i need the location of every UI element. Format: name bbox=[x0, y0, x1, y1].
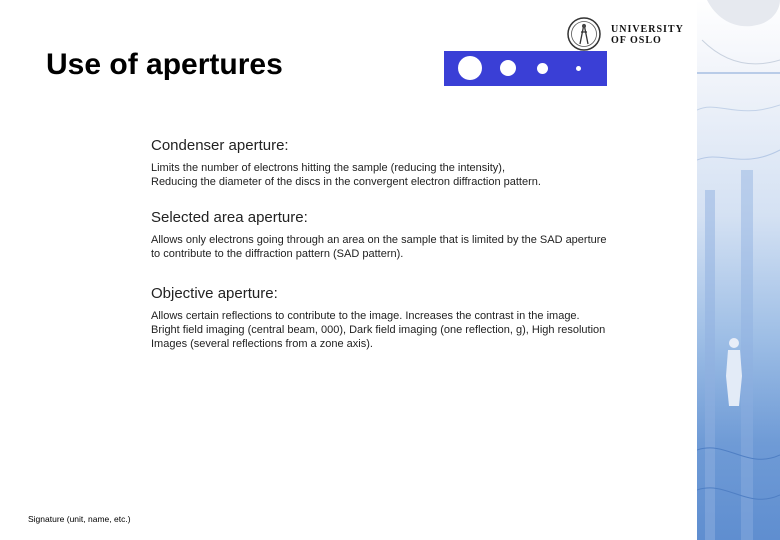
footer-signature: Signature (unit, name, etc.) bbox=[28, 514, 131, 524]
university-seal-icon bbox=[566, 16, 602, 52]
section-heading: Selected area aperture: bbox=[151, 209, 308, 226]
objective-aperture-section bbox=[151, 285, 605, 351]
section-line: Reducing the diameter of the discs in the convergent electron diffraction pattern. bbox=[151, 176, 541, 188]
section-body bbox=[151, 161, 541, 189]
section-line: to contribute to the diffraction pattern (SAD pattern). bbox=[151, 248, 404, 260]
section-body bbox=[151, 233, 607, 261]
section-line: Bright field imaging (central beam, 000), Dark field imaging (one reflection, g), High resolution bbox=[151, 324, 606, 336]
section-line: Images (several reflections from a zone axis). bbox=[151, 338, 373, 350]
aperture-hole-small bbox=[537, 63, 548, 74]
decorative-side-panel bbox=[697, 0, 780, 540]
logo-line-2: OF OSLO bbox=[611, 35, 662, 46]
section-heading: Objective aperture: bbox=[151, 285, 278, 302]
aperture-hole-tiny bbox=[576, 66, 581, 71]
page-title: Use of apertures bbox=[46, 48, 283, 81]
aperture-hole-medium bbox=[500, 60, 516, 76]
statue-figure-icon bbox=[723, 336, 745, 408]
section-line: Allows certain reflections to contribute to the image. Increases the contrast in the image. bbox=[151, 310, 580, 322]
decorative-statue-artwork bbox=[697, 0, 780, 540]
section-heading: Condenser aperture: bbox=[151, 137, 289, 154]
selected-area-aperture-section bbox=[151, 209, 607, 261]
aperture-hole-large bbox=[458, 56, 482, 80]
section-line: Allows only electrons going through an area on the sample that is limited by the SAD aperture bbox=[151, 234, 607, 246]
section-body bbox=[151, 309, 605, 351]
condenser-aperture-section bbox=[151, 137, 541, 189]
university-logo-text bbox=[611, 24, 684, 46]
logo-line-1: UNIVERSITY bbox=[611, 24, 684, 35]
aperture-size-illustration bbox=[444, 51, 607, 86]
section-line: Limits the number of electrons hitting the sample (reducing the intensity), bbox=[151, 162, 506, 174]
decorative-divider bbox=[697, 72, 780, 74]
